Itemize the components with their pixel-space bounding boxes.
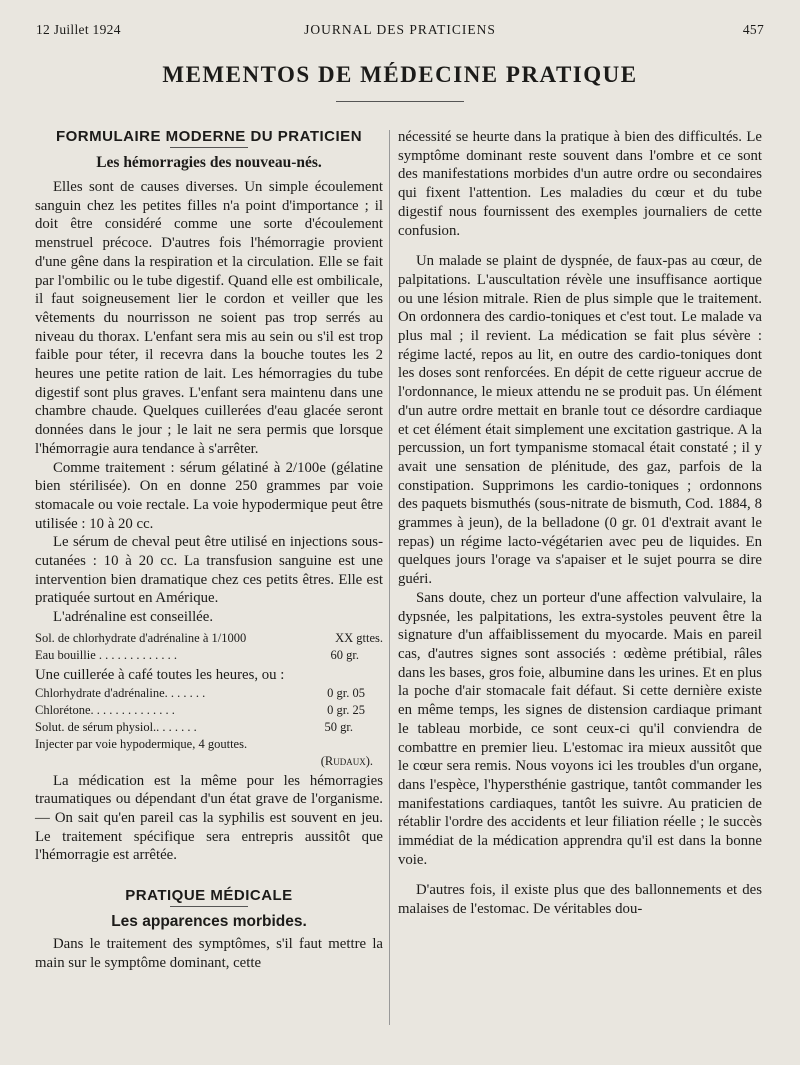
section-rule [170,147,248,148]
prescription-line: Solut. de sérum physiol.. . . . . . . 50 gr. [35,719,353,734]
subheading-hemorragies: Les hémorragies des nouveau-nés. [96,154,322,171]
paragraph: D'autres fois, il existe plus que des ballonnements et des malaises de l'estomac. De véritables dou- [398,882,762,918]
issue-date: 12 Juillet 1924 [36,22,121,37]
prescription-1 [35,630,383,664]
subheading-apparences: Les apparences morbides. [111,913,307,931]
paragraph: Elles sont de causes diverses. Un simple écoulement sanguin chez les petites filles n'a point d'importance ; il doit être considéré comme une sorte d'écoulement menstruel précoce. D'autres fois l'hémorragie provient d'une gêne dans la respiration et la circulation. Elle se fait par l'ombilic ou le tube digestif. Quand elle est ombilicale, il faut soigneusement lier le cordon et veiller que les vêtements du nourrisson ne soient pas trop serrés au niveau du thorax. L'enfant sera mis au sein ou s'il est trop faible pour téter, il recevra dans la bouche toutes les 2 heures une petite ration de lait. Les hémorragies du tube digestif sont plus graves. L'enfant sera maintenu dans une chambre chaude. Quelques cuillerées d'eau glacée seront données dans le jour ; le lait ne sera permis que lorsque l'hémorragie aura tendance à s'arrêter. [35,179,383,457]
prescription-line: Eau bouillie . . . . . . . . . . . . . 60 gr. [35,647,359,662]
paragraph: La médication est la même pour les hémorragies traumatiques ou dépendant d'un état grave de l'organisme. — On sait qu'en pareil cas la syphilis est souvent en jeu. Le traitement spécifique sera entrepris aussitôt que l'hémorragie est arrêtée. [35,772,383,864]
page-number: 457 [742,22,764,37]
prescription-line: Chlorhydrate d'adrénaline. . . . . . . 0 gr. 05 [35,685,365,700]
prescription-line: Chlorétone. . . . . . . . . . . . . . 0 gr. 25 [35,702,365,717]
section-heading-pratique: PRATIQUE MÉDICALE [125,887,293,905]
prescription-line: Sol. de chlorhydrate d'adrénaline à 1/1000 XX gttes. [35,630,383,645]
paragraph: Sans doute, chez un porteur d'une affection valvulaire, la dypsnée, les palpitations, les extra-systoles peuvent être la signature d'un affaiblissement du myocarde. Mais en pareil cas, d'autres signes sont associés : œdème prétibial, râles dans les bases, gros foie, albumine dans les urines. Et en plus la poche d'air stomacale fait défaut. Si cette dernière existe en même temps, les signes de distension cardiaque primant le tableau morbide, ce sont ceux-ci qu'il conviendra de combattre en premier lieu. L'estomac ira mieux aussitôt que le cœur sera remis. Nous voyons ici les troubles d'un organe, dans l'espèce, l'hypersthénie gastrique, tantôt commander les manifestations cardiaques, tantôt les suivre. Au praticien de rétablir l'ordre des accidents et leur filiation réelle ; le succès immédiat de la médication apprendra qu'il est dans la bonne voie. [398,589,762,868]
paragraph: Comme traitement : sérum gélatiné à 2/100e (gélatine bien stérilisée). On en donne 250 grammes par voie stomacale ou voie rectale. La voie hypodermique peut être utilisée : 10 à 20 cc. [35,459,383,532]
left-column [35,128,383,973]
column-divider [389,130,390,1025]
paragraph: Dans le traitement des symptômes, s'il faut mettre la main sur le symptôme dominant, cette [35,936,383,971]
paragraph: L'adrénaline est conseillée. [53,609,214,626]
paragraph: nécessité se heurte dans la pratique à bien des difficultés. Le symptôme dominant reste souvent dans l'ombre et ce sont des manifestations morbides d'un autre ordre ou secondaires qui fixent l'attention. Les maladies du cœur et du tube digestif nous fournissent des exemples journaliers de cette confusion. [398,129,762,239]
paragraph: Le sérum de cheval peut être utilisé en injections sous-cutanées : 10 à 20 cc. La transfusion sanguine est une intervention bien dramatique chez ces petits êtres. Elle est pratiquée surtout en Amérique. [35,534,383,607]
journal-name: JOURNAL DES PRATICIENS [304,22,496,37]
running-header [36,22,764,42]
section-heading-formulaire: FORMULAIRE MODERNE DU PRATICIEN [55,128,363,145]
author-credit: (Rudaux). [320,753,373,768]
page-title: MEMENTOS DE MÉDECINE PRATIQUE [162,62,638,87]
right-column [398,128,762,919]
paragraph: Une cuillerée à café toutes les heures, ou : [35,666,285,683]
prescription-2 [35,685,383,770]
section-rule [170,906,248,907]
injection-note: Injecter par voie hypodermique, 4 gouttes. [35,736,248,751]
paragraph: Un malade se plaint de dyspnée, de faux-pas au cœur, de palpitations. L'auscultation révèle une insuffisance aortique ou une lésion mitrale. Rien de plus simple que le traitement. On ordonnera des cardio-toniques et c'est tout. Le malade va plus mal ; il revient. La médication se fait plus sévère : régime lacté, repos au lit, en outre des cardio-toniques dont les doses sont renforcées. En dépit de cette rigueur accrue de l'ordonnance, le mieux attendu ne se produit pas. Un élément d'un autre ordre mettait en branle tout ce désordre cardiaque et cet élément était simplement une excitation gastrique. A la percussion, un fort tympanisme stomacal était constaté ; il y avait une sensation de plénitude, des gaz, parfois de la constipation. Supprimons les cardio-toniques ; ordonnons des paquets bismuthés (sous-nitrate de bismuth, Cod. 1884, 8 grammes à jeun), de la belladone (0 gr. 01 d'extrait avant le repas) un régime lacto-végétarien avec peu de liquides. En quelques jours l'orage va s'apaiser et le sujet pourra se dire guéri. [398,253,762,588]
title-rule [336,101,464,102]
